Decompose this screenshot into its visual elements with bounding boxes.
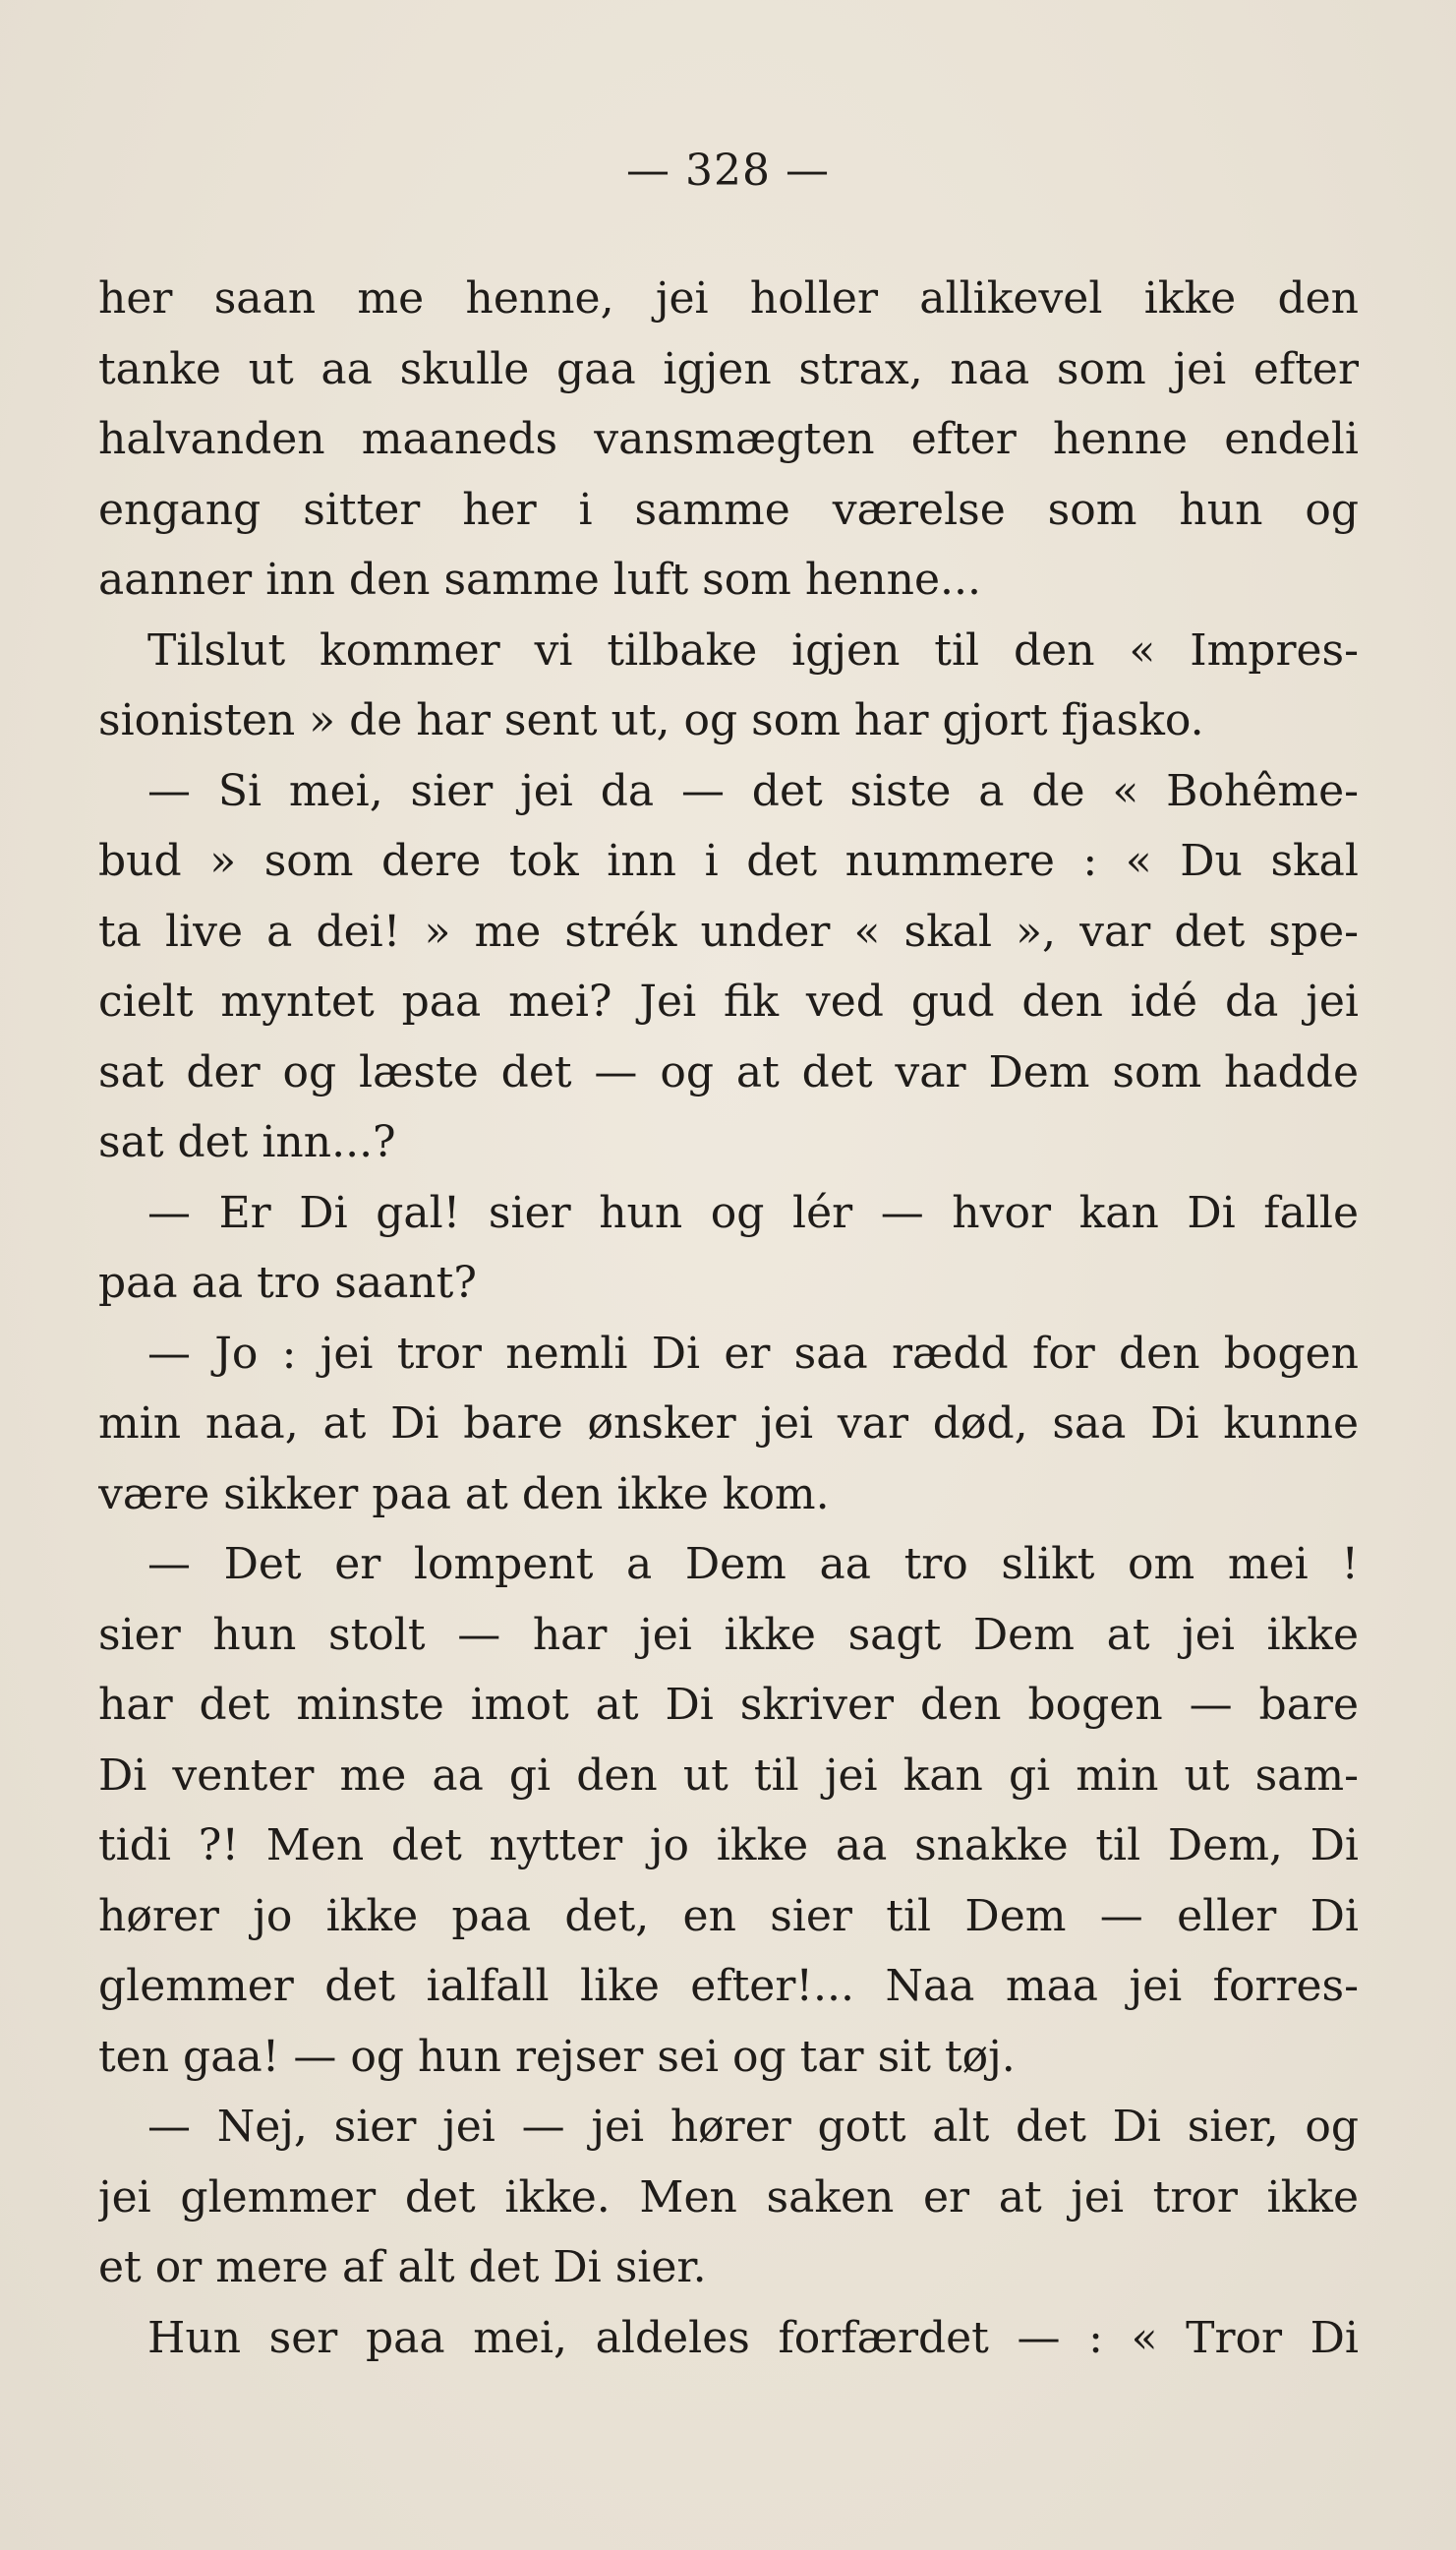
page-text — [98, 264, 1359, 2373]
text-line: ten gaa! — og hun rejser sei og tar sit tøj. — [98, 2031, 1016, 2082]
text-line: et or mere af alt det Di sier. — [98, 2242, 707, 2292]
text-line: cielt myntet paa mei? Jei fik ved gud den idé da jei — [98, 977, 1359, 1027]
text-line: har det minste imot at Di skriver den bogen — bare — [98, 1680, 1359, 1730]
text-line: engang sitter her i samme værelse som hun og — [98, 484, 1359, 535]
text-line: sat det inn...? — [98, 1117, 396, 1167]
text-line: hører jo ikke paa det, en sier til Dem — eller Di — [98, 1890, 1359, 1941]
text-line: tanke ut aa skulle gaa igjen strax, naa som jei efter — [98, 343, 1359, 394]
text-line: paa aa tro saant? — [98, 1258, 477, 1308]
text-line: jei glemmer det ikke. Men saken er at jei tror ikke — [98, 2171, 1359, 2223]
text-line: — Si mei, sier jei da — det siste a de « Bohême- — [147, 765, 1359, 816]
text-line: — Jo : jei tror nemli Di er saa rædd for den bogen — [147, 1328, 1359, 1379]
text-line: Hun ser paa mei, aldeles forfærdet — : « Tror Di — [147, 2312, 1359, 2363]
text-line: Di venter me aa gi den ut til jei kan gi min ut sam- — [98, 1749, 1359, 1801]
text-line: ta live a dei! » me strék under « skal », var det spe- — [98, 906, 1359, 957]
text-line: sat der og læste det — og at det var Dem som hadde — [98, 1046, 1359, 1097]
text-line: — Nej, sier jei — jei hører gott alt det Di sier, og — [147, 2102, 1359, 2152]
text-line: Tilslut kommer vi tilbake igjen til den « Impres- — [147, 624, 1359, 676]
page-number: — 328 — — [626, 146, 830, 196]
text-line: bud » som dere tok inn i det nummere : « Du skal — [98, 836, 1359, 886]
text-line: sier hun stolt — har jei ikke sagt Dem at jei ikke — [98, 1609, 1359, 1660]
text-line: her saan me henne, jei holler allikevel ikke den — [98, 273, 1359, 324]
text-line: glemmer det ialfall like efter!... Naa maa jei forres- — [98, 1961, 1359, 2011]
text-line: — Er Di gal! sier hun og lér — hvor kan Di falle — [147, 1187, 1359, 1238]
text-line: — Det er lompent a Dem aa tro slikt om mei ! — [147, 1539, 1359, 1589]
text-line: være sikker paa at den ikke kom. — [98, 1468, 830, 1519]
text-line: aanner inn den samme luft som henne... — [98, 555, 981, 605]
text-line: halvanden maaneds vansmægten efter henne endeli — [98, 414, 1359, 464]
text-line: sionisten » de har sent ut, og som har gjort fjasko. — [98, 695, 1204, 745]
text-line: tidi ?! Men det nytter jo ikke aa snakke til Dem, Di — [98, 1820, 1359, 1870]
text-line: min naa, at Di bare ønsker jei var død, saa Di kunne — [98, 1398, 1359, 1449]
